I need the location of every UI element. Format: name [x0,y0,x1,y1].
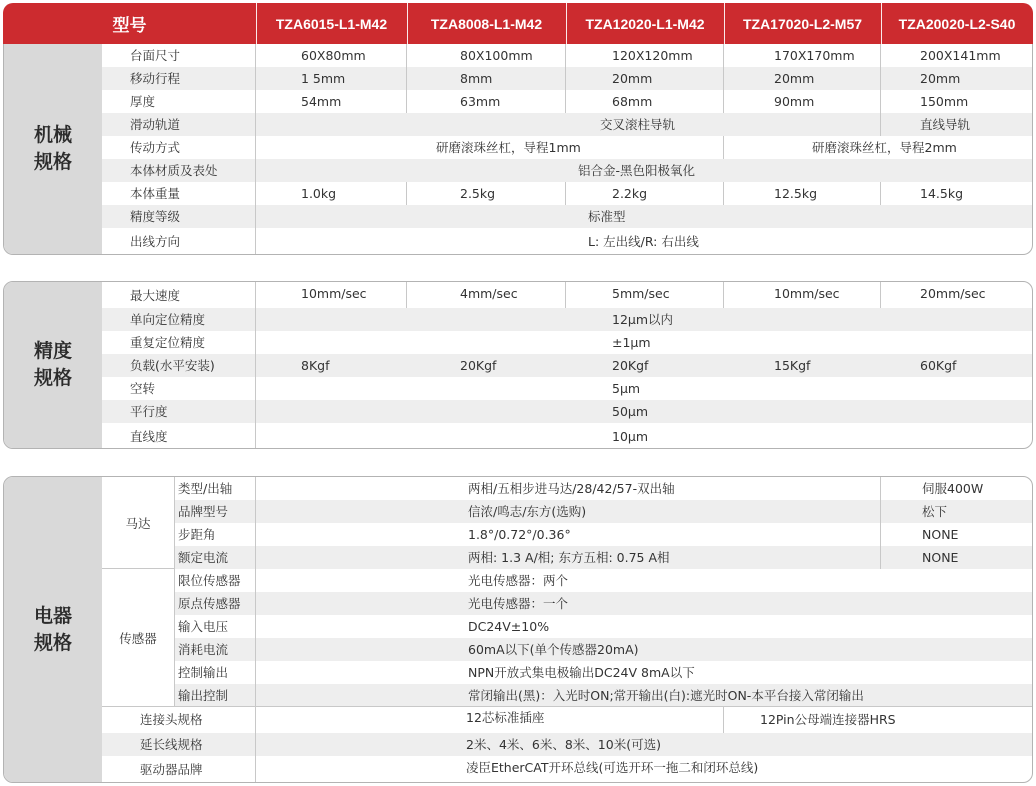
row-label: 步距角 [178,527,216,542]
spec-value: 10μm [612,429,649,444]
table-row [174,661,1032,684]
spec-value: 200X141mm [920,48,1001,63]
table-row [102,400,1032,423]
model-col-2: TZA8008-L1-M42 [430,15,543,32]
table-row [102,308,1032,331]
model-header-title: 型号 [112,16,147,35]
spec-value: 12μm以内 [612,312,674,327]
grid-divider [255,44,256,255]
row-label: 类型/出轴 [178,481,233,496]
row-label: 平行度 [130,404,168,419]
row-label: 输出控制 [178,688,229,703]
grid-divider [255,477,256,783]
row-label: 重复定位精度 [130,335,206,350]
table-row [102,90,1032,113]
text-block [34,122,72,176]
row-label: 本体重量 [130,186,181,201]
spec-value: 12Pin公母端连接器HRS [760,712,896,727]
row-label: 空转 [130,381,156,396]
spec-value: 2米、4米、6米、8米、10米(可选) [466,737,661,752]
spec-value: 10mm/sec [774,286,840,301]
grid-divider [723,182,724,205]
text-block [34,603,72,657]
text-block: 传感器 [119,631,157,646]
spec-value: 68mm [612,94,653,109]
table-row [102,756,1032,783]
row-label: 控制输出 [178,665,229,680]
spec-value: 直线导轨 [920,117,971,132]
spec-value: 两相: 1.3 A/相; 东方五相: 0.75 A相 [468,550,670,565]
grid-divider [565,282,566,308]
spec-value: 研磨滚珠丝杠，导程1mm [436,140,581,155]
mech-spec-section [3,44,1033,255]
precision-spec-title [4,282,102,448]
table-row [174,638,1032,661]
spec-value: 8Kgf [301,358,330,373]
spec-value: 标准型 [588,209,626,224]
table-row [102,423,1032,449]
spec-value: NONE [922,527,959,542]
text-block: 精度 [33,340,72,362]
table-row [102,67,1032,90]
header-bar [3,3,1033,44]
spec-value: 2.2kg [612,186,648,201]
table-row [102,113,1032,136]
spec-value: 4mm/sec [460,286,518,301]
model-col-4: TZA17020-L2-M57 [742,15,863,32]
spec-value: 光电传感器：两个 [468,573,569,588]
text-block: 马达 [125,516,151,531]
model-col-5: TZA20020-L2-S40 [898,15,1016,32]
row-label: 滑动轨道 [130,117,181,132]
spec-value: 凌臣EtherCAT开环总线(可选开环一拖二和闭环总线) [466,760,759,775]
table-row [102,377,1032,400]
spec-value: 两相/五相步进马达/28/42/57-双出轴 [468,481,675,496]
table-row [174,523,1032,546]
table-row [102,331,1032,354]
grid-divider [723,707,724,733]
row-label: 精度等级 [130,209,181,224]
spec-value: 12芯标准插座 [466,710,545,725]
spec-value: 15Kgf [774,358,811,373]
row-label: 驱动器品牌 [140,762,203,777]
grid-divider [406,44,407,113]
spec-value: 8mm [460,71,493,86]
row-label: 消耗电流 [178,642,229,657]
grid-divider [723,282,724,308]
row-label: 传动方式 [130,140,181,155]
spec-value: 交叉滚柱导轨 [600,117,676,132]
row-label: 额定电流 [178,550,229,565]
text-block: 规格 [33,151,72,173]
grid-divider [406,182,407,205]
spec-value: 60X80mm [301,48,366,63]
spec-value: ±1μm [612,335,651,350]
electrical-spec-title [4,477,102,782]
spec-value: 1 5mm [301,71,346,86]
text-block [34,338,72,392]
spec-value: 铝合金-黑色阳极氧化 [578,163,696,178]
table-row [174,615,1032,638]
row-label: 原点传感器 [178,596,241,611]
row-label: 最大速度 [130,288,181,303]
model-col-1: TZA6015-L1-M42 [275,15,388,32]
sensor-group-label [102,569,174,707]
spec-value: 14.5kg [920,186,964,201]
row-label: 移动行程 [130,71,181,86]
spec-value: NPN开放式集电极输出DC24V 8mA以下 [468,665,695,680]
spec-value: 20mm [774,71,815,86]
electrical-spec-section [3,476,1033,783]
spec-value: 10mm/sec [301,286,367,301]
grid-divider [174,477,175,707]
spec-value: 常闭输出(黑)：入光时ON;常开输出(白):遮光时ON-本平台接入常闭输出 [468,688,864,703]
spec-value: 5μm [612,381,641,396]
text-block: 规格 [33,631,72,654]
spec-value: 60mA以下(单个传感器20mA) [468,642,639,657]
mech-spec-title [4,44,102,254]
table-row [102,707,1032,733]
spec-value: 60Kgf [920,358,957,373]
table-row [102,733,1032,756]
table-row [174,500,1032,523]
table-row [102,282,1032,305]
spec-value: 63mm [460,94,501,109]
spec-value: L: 左出线/R: 右出线 [588,234,699,249]
spec-value: 伺服400W [922,481,984,496]
spec-value: DC24V±10% [468,619,550,634]
row-label: 直线度 [130,429,168,444]
spec-value: NONE [922,550,959,565]
row-label: 品牌型号 [178,504,229,519]
spec-value: 80X100mm [460,48,533,63]
text-block: 电器 [33,604,72,627]
row-label: 延长线规格 [140,737,203,752]
table-row [102,228,1032,255]
row-label: 台面尺寸 [130,48,181,63]
row-label: 限位传感器 [178,573,241,588]
table-row [102,354,1032,377]
table-row [102,44,1032,67]
text-block [102,706,1033,707]
row-label: 出线方向 [130,234,181,249]
spec-value: 20Kgf [460,358,497,373]
table-row [174,592,1032,615]
spec-value: 170X170mm [774,48,855,63]
table-row [102,205,1032,228]
row-label: 本体材质及表处 [130,163,218,178]
grid-divider [723,44,724,113]
row-label: 连接头规格 [140,712,203,727]
spec-value: 90mm [774,94,815,109]
grid-divider [880,44,881,136]
spec-value: 光电传感器：一个 [468,596,569,611]
spec-value: 12.5kg [774,186,818,201]
text-block: 规格 [33,367,72,389]
precision-spec-section [3,281,1033,449]
table-row [102,136,1032,159]
grid-divider [880,282,881,308]
spec-value: 研磨滚珠丝杠，导程2mm [812,140,957,155]
grid-divider [406,282,407,308]
spec-value: 信浓/鸣志/东方(选购) [468,504,587,519]
spec-value: 20mm [612,71,653,86]
table-row [174,684,1032,707]
text-block: 机械 [33,124,72,146]
motor-group-label [102,477,174,569]
grid-divider [880,477,881,569]
spec-value: 20Kgf [612,358,649,373]
spec-value: 5mm/sec [612,286,670,301]
spec-value: 2.5kg [460,186,496,201]
grid-divider [565,44,566,113]
table-row [174,546,1032,569]
row-label: 输入电压 [178,619,229,634]
row-label: 厚度 [130,94,156,109]
spec-value: 54mm [301,94,342,109]
table-row [102,159,1032,182]
grid-divider [565,182,566,205]
spec-value: 1.8°/0.72°/0.36° [468,527,571,542]
grid-divider [255,282,256,449]
spec-value: 20mm [920,71,961,86]
grid-divider [880,182,881,205]
table-row [102,182,1032,205]
spec-value: 150mm [920,94,969,109]
spec-value: 1.0kg [301,186,337,201]
spec-value: 50μm [612,404,649,419]
text-block [102,568,174,569]
table-row [174,569,1032,592]
model-col-3: TZA12020-L1-M42 [585,15,705,32]
table-row [174,477,1032,500]
spec-value: 松下 [922,504,948,519]
spec-value: 120X120mm [612,48,693,63]
row-label: 单向定位精度 [130,312,206,327]
grid-divider [723,136,724,159]
row-label: 负载(水平安装) [130,358,215,373]
spec-value: 20mm/sec [920,286,986,301]
